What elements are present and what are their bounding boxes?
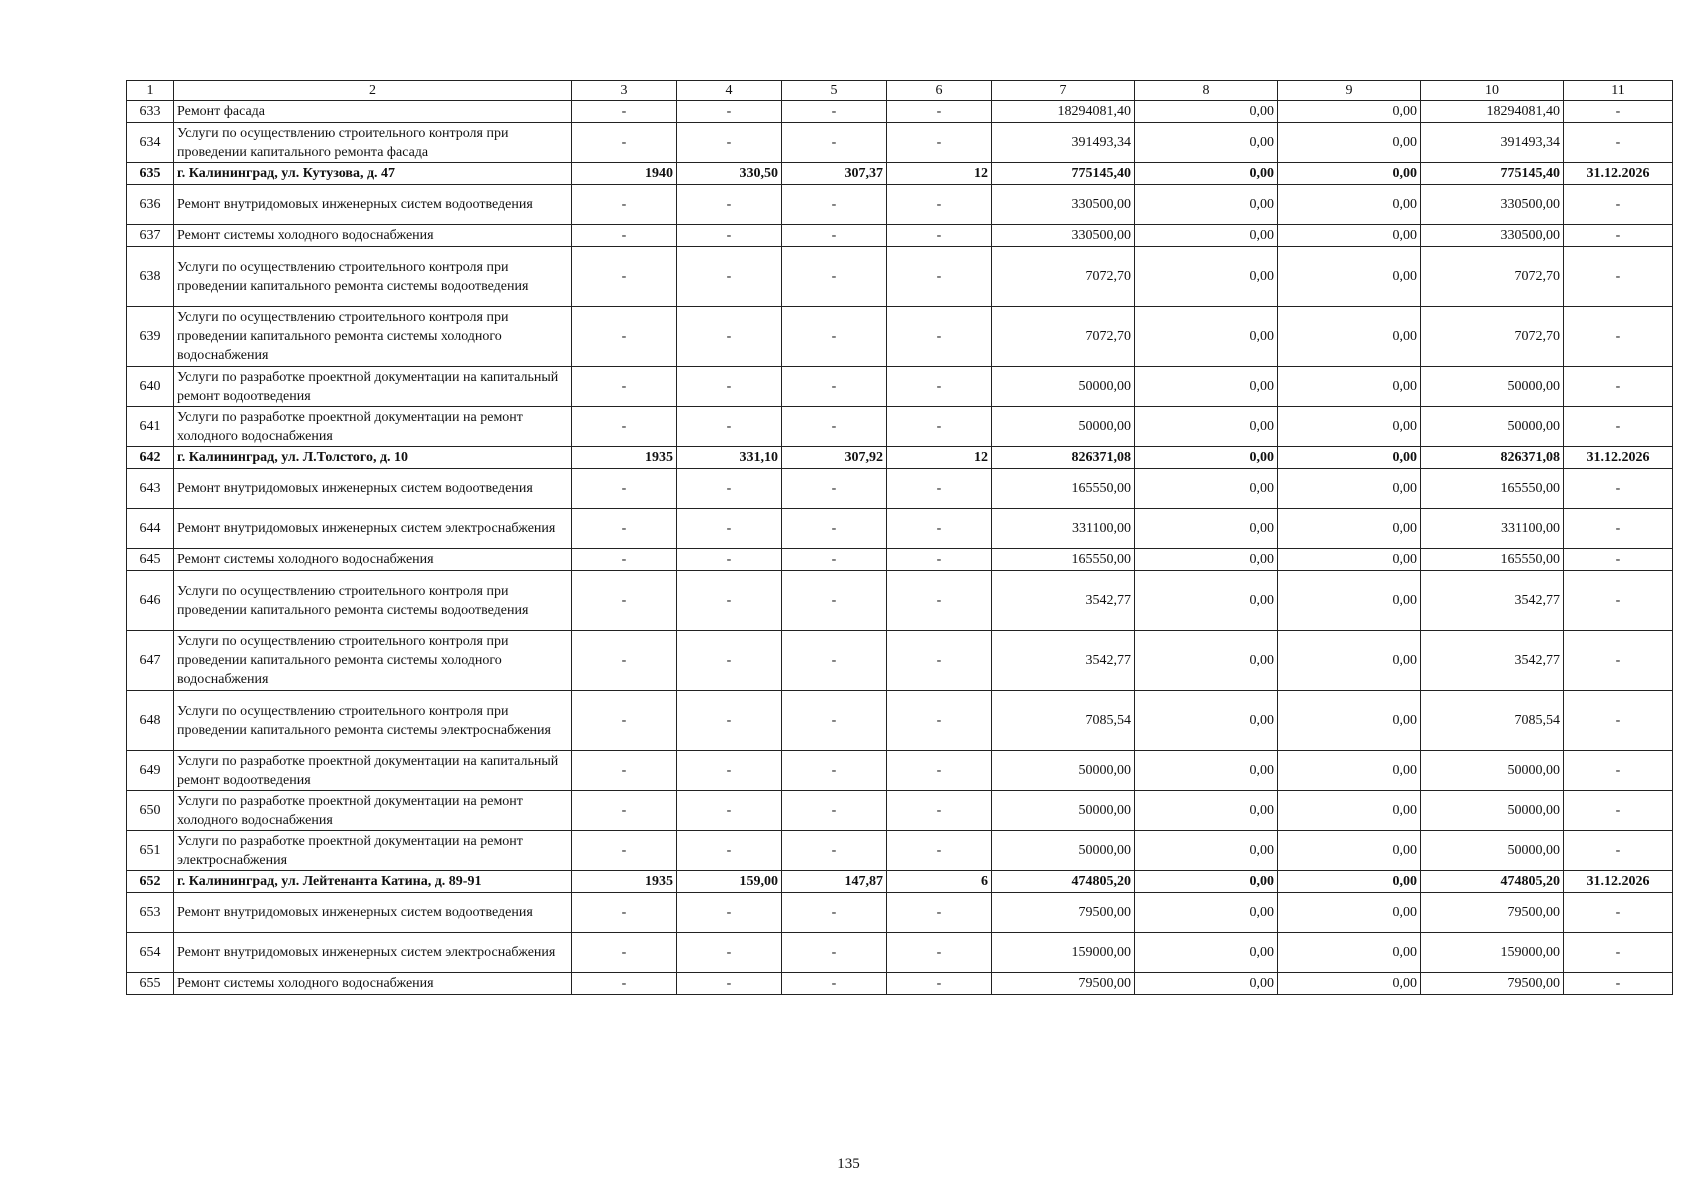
cell-name: Услуги по разработке проектной документации на капитальный ремонт водоотведения: [174, 367, 572, 407]
cell-c7: 159000,00: [992, 933, 1135, 973]
cell-c5: -: [782, 973, 887, 995]
cell-n: 640: [127, 367, 174, 407]
cell-c8: 0,00: [1135, 871, 1278, 893]
cell-c10: 330500,00: [1421, 225, 1564, 247]
cell-c11: -: [1564, 185, 1673, 225]
table-row: [127, 407, 1673, 447]
table-row: [127, 973, 1673, 995]
cell-name: Услуги по осуществлению строительного контроля при проведении капитального ремонта системы водоотведения: [174, 247, 572, 307]
table-row: [127, 367, 1673, 407]
cell-c7: 50000,00: [992, 791, 1135, 831]
cell-c3: -: [572, 549, 677, 571]
cell-c4: -: [677, 123, 782, 163]
cell-c11: -: [1564, 973, 1673, 995]
table-row: [127, 509, 1673, 549]
cell-c8: 0,00: [1135, 123, 1278, 163]
cell-c9: 0,00: [1278, 469, 1421, 509]
cell-c4: -: [677, 307, 782, 367]
table-body: [127, 101, 1673, 995]
cell-n: 638: [127, 247, 174, 307]
cell-c10: 775145,40: [1421, 163, 1564, 185]
cell-c9: 0,00: [1278, 447, 1421, 469]
table-row: [127, 549, 1673, 571]
column-header: 4: [677, 81, 782, 101]
cell-n: 644: [127, 509, 174, 549]
cell-c5: -: [782, 893, 887, 933]
cell-n: 651: [127, 831, 174, 871]
cell-c8: 0,00: [1135, 163, 1278, 185]
cell-c9: 0,00: [1278, 691, 1421, 751]
cell-c7: 474805,20: [992, 871, 1135, 893]
cell-c10: 79500,00: [1421, 973, 1564, 995]
cell-c3: 1935: [572, 447, 677, 469]
cell-name: Услуги по разработке проектной документации на ремонт электроснабжения: [174, 831, 572, 871]
column-header: 8: [1135, 81, 1278, 101]
cell-n: 635: [127, 163, 174, 185]
cell-c3: -: [572, 831, 677, 871]
cell-c3: -: [572, 933, 677, 973]
cell-c7: 50000,00: [992, 367, 1135, 407]
cell-c3: -: [572, 123, 677, 163]
cell-c7: 7072,70: [992, 307, 1135, 367]
cell-name: г. Калининград, ул. Лейтенанта Катина, д. 89-91: [174, 871, 572, 893]
cell-c7: 330500,00: [992, 225, 1135, 247]
cell-c5: 147,87: [782, 871, 887, 893]
cell-c9: 0,00: [1278, 225, 1421, 247]
cell-c5: -: [782, 469, 887, 509]
cell-name: Ремонт системы холодного водоснабжения: [174, 973, 572, 995]
cell-n: 655: [127, 973, 174, 995]
cell-name: Услуги по осуществлению строительного контроля при проведении капитального ремонта фасада: [174, 123, 572, 163]
cell-c11: 31.12.2026: [1564, 447, 1673, 469]
cell-c8: 0,00: [1135, 549, 1278, 571]
cell-n: 646: [127, 571, 174, 631]
cell-c3: -: [572, 247, 677, 307]
cell-n: 647: [127, 631, 174, 691]
column-header: 1: [127, 81, 174, 101]
column-header: 11: [1564, 81, 1673, 101]
cell-c3: -: [572, 407, 677, 447]
cell-c9: 0,00: [1278, 407, 1421, 447]
cell-c4: -: [677, 631, 782, 691]
cell-c11: -: [1564, 549, 1673, 571]
cell-c6: -: [887, 185, 992, 225]
cell-c4: -: [677, 791, 782, 831]
cell-c9: 0,00: [1278, 893, 1421, 933]
cell-c6: -: [887, 101, 992, 123]
cell-c11: -: [1564, 469, 1673, 509]
cell-c4: -: [677, 185, 782, 225]
cell-c8: 0,00: [1135, 469, 1278, 509]
cell-c3: 1940: [572, 163, 677, 185]
table-row: [127, 831, 1673, 871]
column-header: 7: [992, 81, 1135, 101]
cell-c8: 0,00: [1135, 307, 1278, 367]
cell-c8: 0,00: [1135, 101, 1278, 123]
cell-c4: -: [677, 469, 782, 509]
cell-c4: -: [677, 509, 782, 549]
cell-c3: -: [572, 225, 677, 247]
cell-c4: -: [677, 973, 782, 995]
cell-c11: -: [1564, 407, 1673, 447]
cell-name: Ремонт системы холодного водоснабжения: [174, 549, 572, 571]
column-header: 2: [174, 81, 572, 101]
cell-c10: 165550,00: [1421, 469, 1564, 509]
table-row: [127, 469, 1673, 509]
cell-c7: 50000,00: [992, 751, 1135, 791]
table-row: [127, 447, 1673, 469]
table-row: [127, 871, 1673, 893]
cell-c8: 0,00: [1135, 631, 1278, 691]
cell-c6: -: [887, 307, 992, 367]
cell-c11: -: [1564, 509, 1673, 549]
cell-c4: -: [677, 691, 782, 751]
cell-n: 633: [127, 101, 174, 123]
cell-c6: -: [887, 691, 992, 751]
table-row: [127, 791, 1673, 831]
cell-c5: -: [782, 247, 887, 307]
cell-c5: -: [782, 571, 887, 631]
cell-c7: 3542,77: [992, 571, 1135, 631]
cell-name: Ремонт системы холодного водоснабжения: [174, 225, 572, 247]
cell-c8: 0,00: [1135, 893, 1278, 933]
cell-c9: 0,00: [1278, 185, 1421, 225]
cell-c9: 0,00: [1278, 123, 1421, 163]
cell-c3: 1935: [572, 871, 677, 893]
cell-c4: -: [677, 933, 782, 973]
cell-c8: 0,00: [1135, 831, 1278, 871]
cell-c7: 18294081,40: [992, 101, 1135, 123]
cell-c7: 50000,00: [992, 831, 1135, 871]
cell-c11: -: [1564, 893, 1673, 933]
cell-n: 654: [127, 933, 174, 973]
cell-c11: -: [1564, 225, 1673, 247]
cell-c11: 31.12.2026: [1564, 871, 1673, 893]
cell-c8: 0,00: [1135, 185, 1278, 225]
cell-c7: 7072,70: [992, 247, 1135, 307]
cell-c3: -: [572, 791, 677, 831]
cell-c6: -: [887, 571, 992, 631]
cell-name: Услуги по разработке проектной документации на капитальный ремонт водоотведения: [174, 751, 572, 791]
cell-c9: 0,00: [1278, 509, 1421, 549]
table-row: [127, 101, 1673, 123]
cell-c7: 391493,34: [992, 123, 1135, 163]
cell-c10: 474805,20: [1421, 871, 1564, 893]
cell-c8: 0,00: [1135, 509, 1278, 549]
cell-c3: -: [572, 185, 677, 225]
cell-c5: -: [782, 225, 887, 247]
cell-c6: -: [887, 973, 992, 995]
cell-c5: -: [782, 933, 887, 973]
cell-c6: -: [887, 791, 992, 831]
table-row: [127, 631, 1673, 691]
capital-repair-table: [126, 80, 1673, 995]
cell-c9: 0,00: [1278, 571, 1421, 631]
table-row: [127, 893, 1673, 933]
cell-n: 639: [127, 307, 174, 367]
cell-n: 634: [127, 123, 174, 163]
cell-c4: -: [677, 549, 782, 571]
cell-c9: 0,00: [1278, 791, 1421, 831]
cell-c10: 7072,70: [1421, 307, 1564, 367]
cell-c11: -: [1564, 933, 1673, 973]
cell-c5: -: [782, 549, 887, 571]
cell-c4: 331,10: [677, 447, 782, 469]
cell-c6: -: [887, 469, 992, 509]
cell-c7: 165550,00: [992, 469, 1135, 509]
cell-c8: 0,00: [1135, 973, 1278, 995]
cell-c5: -: [782, 307, 887, 367]
cell-n: 636: [127, 185, 174, 225]
cell-c10: 165550,00: [1421, 549, 1564, 571]
cell-c5: -: [782, 407, 887, 447]
cell-n: 652: [127, 871, 174, 893]
cell-c9: 0,00: [1278, 871, 1421, 893]
cell-c4: 159,00: [677, 871, 782, 893]
cell-c5: -: [782, 791, 887, 831]
cell-c8: 0,00: [1135, 933, 1278, 973]
table-header: [127, 81, 1673, 101]
cell-c7: 826371,08: [992, 447, 1135, 469]
column-header: 9: [1278, 81, 1421, 101]
cell-c3: -: [572, 509, 677, 549]
cell-c11: -: [1564, 101, 1673, 123]
table-row: [127, 751, 1673, 791]
table-row: [127, 571, 1673, 631]
cell-c6: -: [887, 933, 992, 973]
cell-c7: 3542,77: [992, 631, 1135, 691]
cell-c3: -: [572, 691, 677, 751]
cell-c8: 0,00: [1135, 407, 1278, 447]
cell-name: Ремонт внутридомовых инженерных систем электроснабжения: [174, 933, 572, 973]
cell-name: Услуги по осуществлению строительного контроля при проведении капитального ремонта системы холодного водоснабжения: [174, 307, 572, 367]
cell-c11: -: [1564, 691, 1673, 751]
table-row: [127, 307, 1673, 367]
table-row: [127, 933, 1673, 973]
cell-c9: 0,00: [1278, 549, 1421, 571]
cell-c4: -: [677, 101, 782, 123]
cell-c5: -: [782, 367, 887, 407]
cell-c10: 330500,00: [1421, 185, 1564, 225]
cell-c6: -: [887, 367, 992, 407]
cell-c5: -: [782, 831, 887, 871]
cell-c10: 18294081,40: [1421, 101, 1564, 123]
cell-name: Услуги по осуществлению строительного контроля при проведении капитального ремонта системы холодного водоснабжения: [174, 631, 572, 691]
cell-c4: -: [677, 247, 782, 307]
cell-c8: 0,00: [1135, 691, 1278, 751]
cell-c3: -: [572, 101, 677, 123]
cell-c7: 331100,00: [992, 509, 1135, 549]
cell-c11: -: [1564, 791, 1673, 831]
cell-name: Услуги по осуществлению строительного контроля при проведении капитального ремонта системы электроснабжения: [174, 691, 572, 751]
table-row: [127, 225, 1673, 247]
cell-c8: 0,00: [1135, 571, 1278, 631]
cell-c6: -: [887, 631, 992, 691]
cell-c4: -: [677, 407, 782, 447]
cell-c10: 3542,77: [1421, 571, 1564, 631]
cell-c4: 330,50: [677, 163, 782, 185]
cell-c9: 0,00: [1278, 751, 1421, 791]
cell-c5: -: [782, 101, 887, 123]
cell-c6: -: [887, 123, 992, 163]
cell-c10: 79500,00: [1421, 893, 1564, 933]
cell-c10: 50000,00: [1421, 751, 1564, 791]
cell-c6: -: [887, 247, 992, 307]
cell-c9: 0,00: [1278, 101, 1421, 123]
cell-c5: -: [782, 185, 887, 225]
cell-c5: -: [782, 123, 887, 163]
cell-c9: 0,00: [1278, 973, 1421, 995]
cell-c10: 3542,77: [1421, 631, 1564, 691]
cell-c9: 0,00: [1278, 831, 1421, 871]
cell-c8: 0,00: [1135, 447, 1278, 469]
cell-c8: 0,00: [1135, 367, 1278, 407]
cell-c10: 391493,34: [1421, 123, 1564, 163]
cell-c3: -: [572, 469, 677, 509]
cell-name: Ремонт внутридомовых инженерных систем водоотведения: [174, 469, 572, 509]
cell-name: Услуги по разработке проектной документации на ремонт холодного водоснабжения: [174, 791, 572, 831]
cell-c10: 50000,00: [1421, 831, 1564, 871]
cell-name: Ремонт внутридомовых инженерных систем водоотведения: [174, 185, 572, 225]
cell-c9: 0,00: [1278, 631, 1421, 691]
cell-c8: 0,00: [1135, 247, 1278, 307]
cell-name: Ремонт внутридомовых инженерных систем электроснабжения: [174, 509, 572, 549]
cell-c6: -: [887, 751, 992, 791]
cell-c5: -: [782, 751, 887, 791]
cell-c7: 7085,54: [992, 691, 1135, 751]
cell-c3: -: [572, 973, 677, 995]
cell-n: 637: [127, 225, 174, 247]
cell-n: 642: [127, 447, 174, 469]
cell-c10: 50000,00: [1421, 791, 1564, 831]
cell-c3: -: [572, 631, 677, 691]
cell-c9: 0,00: [1278, 367, 1421, 407]
cell-c9: 0,00: [1278, 247, 1421, 307]
header-row: [127, 81, 1673, 101]
cell-c11: -: [1564, 123, 1673, 163]
cell-c3: -: [572, 751, 677, 791]
cell-n: 650: [127, 791, 174, 831]
cell-c11: -: [1564, 307, 1673, 367]
cell-c6: 12: [887, 163, 992, 185]
cell-c5: 307,37: [782, 163, 887, 185]
cell-name: Услуги по осуществлению строительного контроля при проведении капитального ремонта системы водоотведения: [174, 571, 572, 631]
cell-c4: -: [677, 225, 782, 247]
cell-c7: 79500,00: [992, 893, 1135, 933]
cell-c10: 331100,00: [1421, 509, 1564, 549]
cell-c10: 7085,54: [1421, 691, 1564, 751]
cell-c10: 50000,00: [1421, 367, 1564, 407]
cell-c11: -: [1564, 367, 1673, 407]
cell-c5: -: [782, 631, 887, 691]
cell-n: 649: [127, 751, 174, 791]
cell-c3: -: [572, 307, 677, 367]
cell-c11: -: [1564, 571, 1673, 631]
cell-c8: 0,00: [1135, 791, 1278, 831]
cell-c4: -: [677, 571, 782, 631]
cell-c6: -: [887, 549, 992, 571]
cell-c7: 775145,40: [992, 163, 1135, 185]
table-row: [127, 123, 1673, 163]
cell-c3: -: [572, 571, 677, 631]
table-row: [127, 185, 1673, 225]
cell-c11: 31.12.2026: [1564, 163, 1673, 185]
cell-c6: -: [887, 509, 992, 549]
cell-c6: -: [887, 893, 992, 933]
cell-name: г. Калининград, ул. Кутузова, д. 47: [174, 163, 572, 185]
table-row: [127, 163, 1673, 185]
cell-n: 648: [127, 691, 174, 751]
cell-c11: -: [1564, 247, 1673, 307]
column-header: 3: [572, 81, 677, 101]
cell-c5: -: [782, 509, 887, 549]
cell-c10: 826371,08: [1421, 447, 1564, 469]
cell-n: 643: [127, 469, 174, 509]
cell-n: 653: [127, 893, 174, 933]
cell-c4: -: [677, 831, 782, 871]
cell-c10: 50000,00: [1421, 407, 1564, 447]
cell-c5: 307,92: [782, 447, 887, 469]
cell-c11: -: [1564, 751, 1673, 791]
cell-c7: 165550,00: [992, 549, 1135, 571]
cell-c5: -: [782, 691, 887, 751]
cell-c3: -: [572, 893, 677, 933]
column-header: 6: [887, 81, 992, 101]
cell-n: 641: [127, 407, 174, 447]
cell-name: Ремонт фасада: [174, 101, 572, 123]
cell-n: 645: [127, 549, 174, 571]
cell-c7: 79500,00: [992, 973, 1135, 995]
cell-c7: 50000,00: [992, 407, 1135, 447]
cell-c10: 7072,70: [1421, 247, 1564, 307]
cell-c4: -: [677, 751, 782, 791]
cell-name: г. Калининград, ул. Л.Толстого, д. 10: [174, 447, 572, 469]
cell-c11: -: [1564, 631, 1673, 691]
cell-c10: 159000,00: [1421, 933, 1564, 973]
cell-c4: -: [677, 893, 782, 933]
cell-name: Услуги по разработке проектной документации на ремонт холодного водоснабжения: [174, 407, 572, 447]
cell-c6: 12: [887, 447, 992, 469]
cell-c6: -: [887, 831, 992, 871]
column-header: 10: [1421, 81, 1564, 101]
cell-name: Ремонт внутридомовых инженерных систем водоотведения: [174, 893, 572, 933]
cell-c6: -: [887, 407, 992, 447]
cell-c4: -: [677, 367, 782, 407]
page-number: 135: [837, 1156, 860, 1172]
cell-c6: 6: [887, 871, 992, 893]
cell-c3: -: [572, 367, 677, 407]
cell-c9: 0,00: [1278, 307, 1421, 367]
cell-c8: 0,00: [1135, 751, 1278, 791]
cell-c9: 0,00: [1278, 163, 1421, 185]
table-row: [127, 247, 1673, 307]
cell-c7: 330500,00: [992, 185, 1135, 225]
column-header: 5: [782, 81, 887, 101]
cell-c8: 0,00: [1135, 225, 1278, 247]
table-row: [127, 691, 1673, 751]
cell-c6: -: [887, 225, 992, 247]
cell-c9: 0,00: [1278, 933, 1421, 973]
cell-c11: -: [1564, 831, 1673, 871]
